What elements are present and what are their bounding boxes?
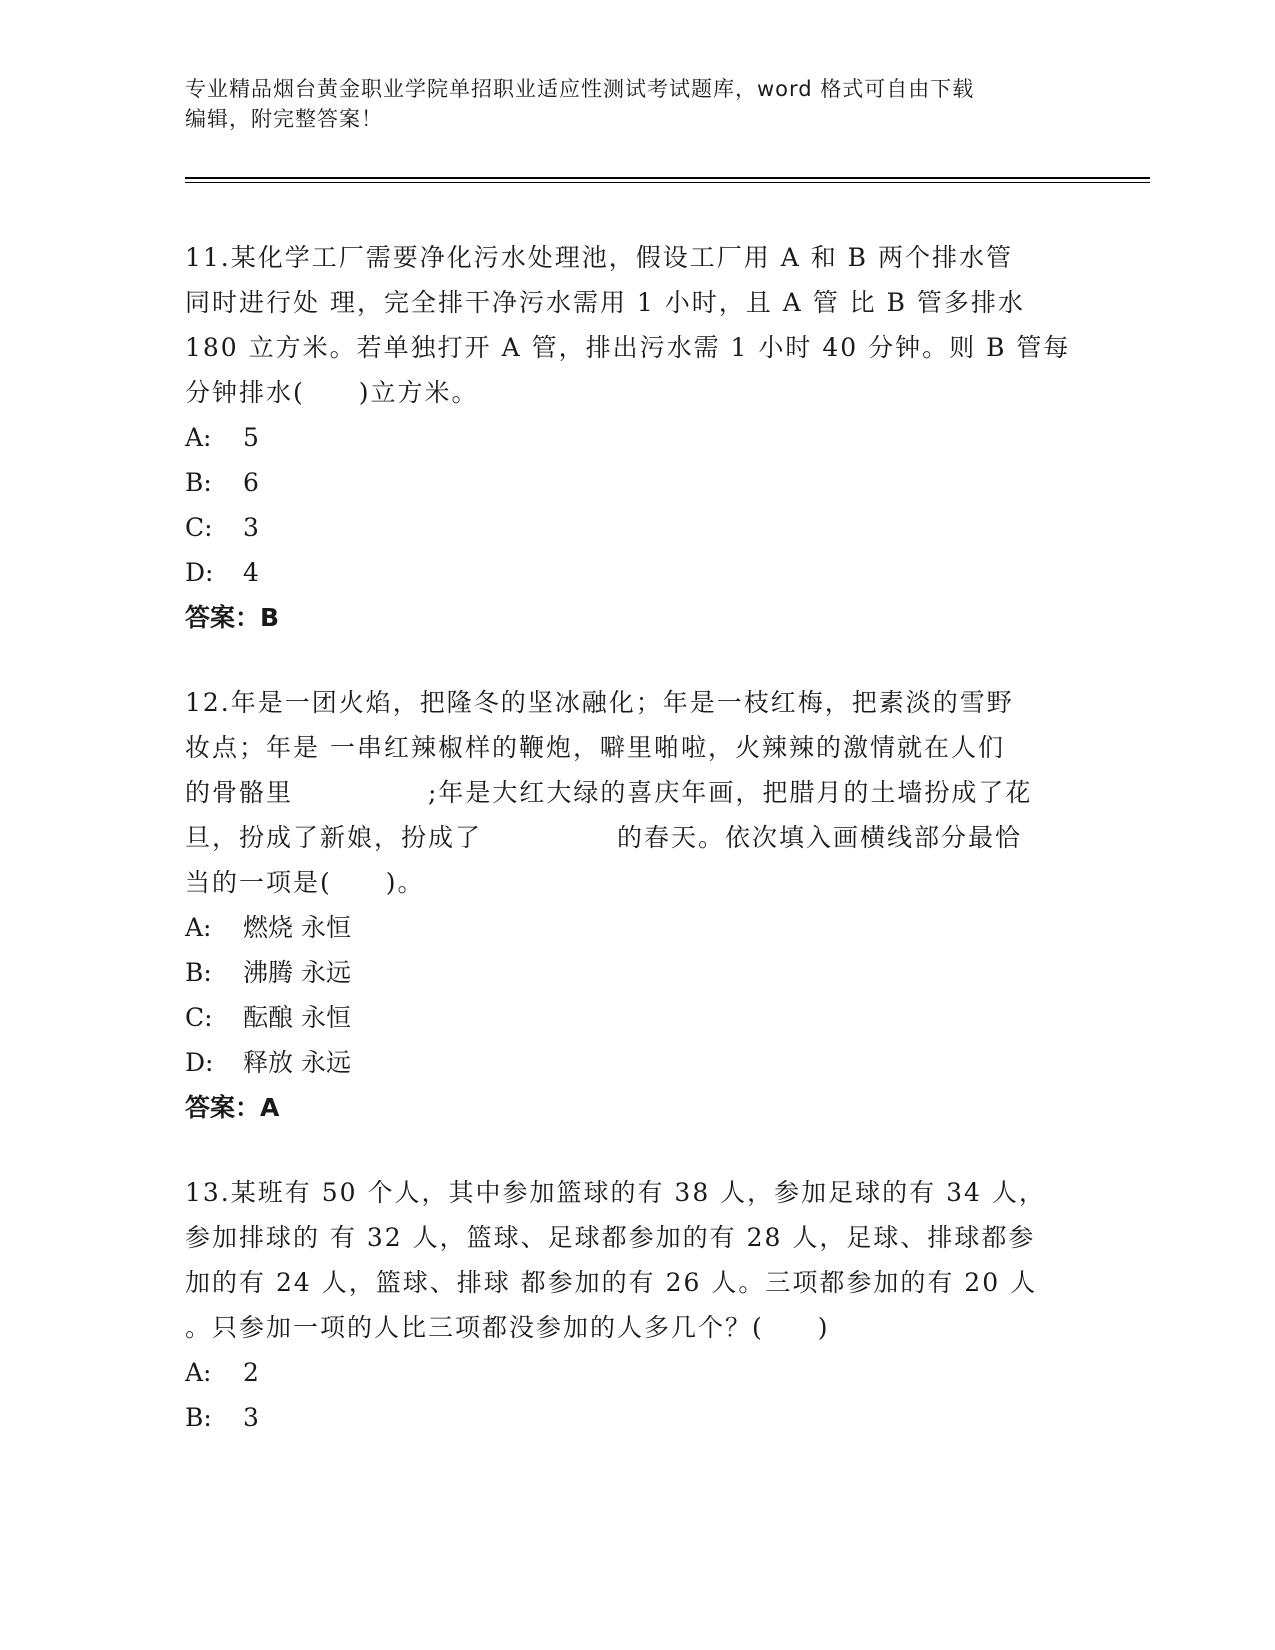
- question-11: [185, 235, 1085, 640]
- option-text: 5: [243, 423, 259, 452]
- option-letter: A:: [185, 913, 212, 942]
- answer-line: 答案：B: [185, 603, 280, 632]
- option-a[interactable]: [185, 905, 1085, 950]
- option-letter: B:: [185, 1403, 212, 1432]
- option-c[interactable]: [185, 995, 1085, 1040]
- option-text: 酝酿 永恒: [243, 1003, 351, 1032]
- option-letter: A:: [185, 423, 212, 452]
- option-text: 6: [243, 468, 259, 497]
- question-text-line: 参加排球的 有 32 人，篮球、足球都参加的有 28 人，足球、排球都参: [185, 1223, 1036, 1252]
- option-text: 2: [243, 1358, 259, 1387]
- option-letter: B:: [185, 958, 212, 987]
- question-13: [185, 1170, 1085, 1440]
- answer-line: 答案：A: [185, 1093, 280, 1122]
- option-d[interactable]: [185, 550, 1085, 595]
- question-text-line: 12.年是一团火焰，把隆冬的坚冰融化；年是一枝红梅，把素淡的雪野: [185, 688, 1014, 717]
- option-letter: B:: [185, 468, 212, 497]
- option-b[interactable]: [185, 950, 1085, 995]
- question-text-line: 同时进行处 理，完全排干净污水需用 1 小时，且 A 管 比 B 管多排水: [185, 288, 1025, 317]
- question-text-line: 。只参加一项的人比三项都没参加的人多几个？( ): [185, 1313, 830, 1342]
- question-list: [185, 235, 1085, 1480]
- option-text: 释放 永远: [243, 1048, 351, 1077]
- question-text-line: 180 立方米。若单独打开 A 管，排出污水需 1 小时 40 分钟。则 B 管每: [185, 333, 1071, 362]
- option-letter: C:: [185, 513, 213, 542]
- question-text-line: 当的一项是( )。: [185, 868, 425, 897]
- question-text-line: 分钟排水( )立方米。: [185, 378, 479, 407]
- header-line-1: 专业精品烟台黄金职业学院单招职业适应性测试考试题库，word 格式可自由下载: [185, 77, 975, 101]
- header-divider: [185, 177, 1150, 179]
- question-12: [185, 680, 1085, 1130]
- option-letter: C:: [185, 1003, 213, 1032]
- option-a[interactable]: [185, 415, 1085, 460]
- option-text: 4: [243, 558, 259, 587]
- option-b[interactable]: [185, 460, 1085, 505]
- question-text-line: 13.某班有 50 个人，其中参加篮球的有 38 人，参加足球的有 34 人，: [185, 1178, 1046, 1207]
- option-b[interactable]: [185, 1395, 1085, 1440]
- question-text-line: 旦，扮成了新娘，扮成了 的春天。依次填入画横线部分最恰: [185, 823, 1023, 852]
- option-a[interactable]: [185, 1350, 1085, 1395]
- question-text-line: 11.某化学工厂需要净化污水处理池，假设工厂用 A 和 B 两个排水管: [185, 243, 1013, 272]
- question-text-line: 加的有 24 人，篮球、排球 都参加的有 26 人。三项都参加的有 20 人: [185, 1268, 1038, 1297]
- option-text: 沸腾 永远: [243, 958, 351, 987]
- question-text-line: 的骨骼里 ;年是大红大绿的喜庆年画，把腊月的土墙扮成了花: [185, 778, 1033, 807]
- option-letter: D:: [185, 558, 214, 587]
- page-header: [185, 74, 1065, 134]
- option-d[interactable]: [185, 1040, 1085, 1085]
- option-text: 燃烧 永恒: [243, 913, 351, 942]
- option-text: 3: [243, 513, 259, 542]
- option-text: 3: [243, 1403, 259, 1432]
- question-text-line: 妆点；年是 一串红辣椒样的鞭炮，噼里啪啦，火辣辣的激情就在人们: [185, 733, 1005, 762]
- option-letter: A:: [185, 1358, 212, 1387]
- option-letter: D:: [185, 1048, 214, 1077]
- header-divider-thin: [185, 182, 1150, 183]
- option-c[interactable]: [185, 505, 1085, 550]
- header-line-2: 编辑，附完整答案！: [185, 107, 383, 131]
